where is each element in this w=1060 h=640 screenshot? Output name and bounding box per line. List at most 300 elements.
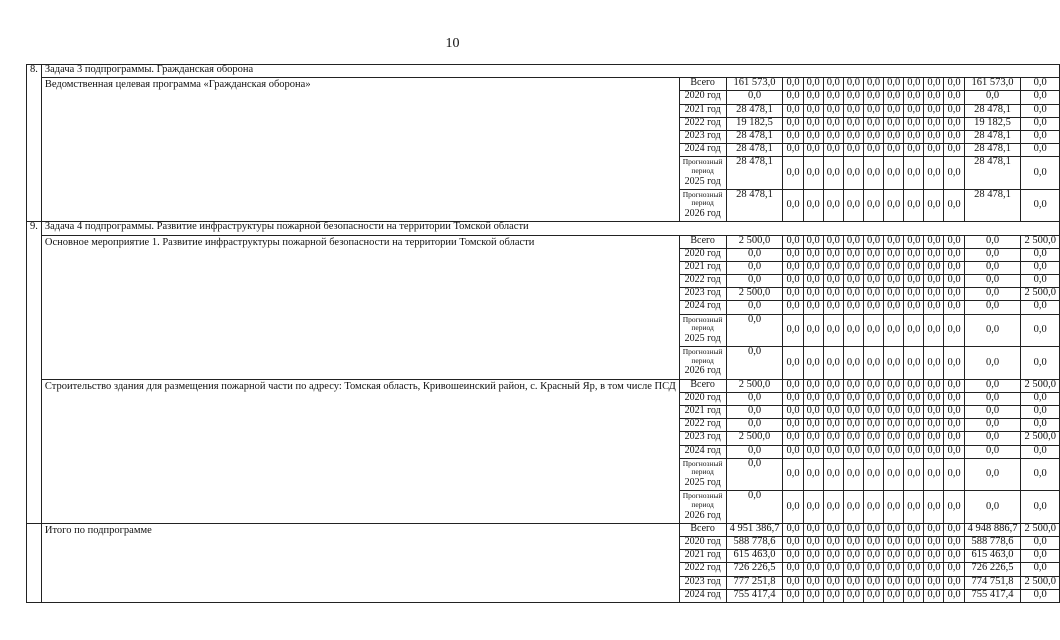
value-cell: 0,0 [904, 432, 924, 445]
value-cell: 0,0 [803, 576, 823, 589]
value-cell: 0,0 [944, 189, 964, 222]
value-cell: 0,0 [823, 157, 843, 190]
value-cell: 0,0 [823, 550, 843, 563]
value-cell: 0,0 [803, 288, 823, 301]
value-cell: 0,0 [803, 432, 823, 445]
year-label: 2023 год [679, 130, 726, 143]
value-cell: 0,0 [803, 379, 823, 392]
value-cell: 0,0 [904, 314, 924, 347]
forecast-year: 2026 год [684, 208, 721, 220]
value-cell: 0,0 [843, 458, 863, 491]
value-cell: 0,0 [924, 144, 944, 157]
value-cell: 0,0 [863, 144, 883, 157]
value-cell: 0,0 [944, 406, 964, 419]
value-cell: 0,0 [924, 576, 944, 589]
value-cell: 0,0 [843, 445, 863, 458]
value-cell: 0,0 [783, 275, 803, 288]
value-cell: 0,0 [783, 392, 803, 405]
value-cell: 28 478,1 [964, 157, 1021, 190]
value-cell: 0,0 [863, 392, 883, 405]
value-cell: 2 500,0 [726, 288, 783, 301]
value-cell: 0,0 [823, 275, 843, 288]
value-cell: 0,0 [783, 347, 803, 380]
value-cell: 0,0 [843, 301, 863, 314]
value-cell: 0,0 [823, 523, 843, 536]
forecast-year: 2026 год [684, 365, 721, 377]
task-title: Задача 4 подпрограммы. Развитие инфраструктуры пожарной безопасности на территории Томской области [41, 222, 1059, 235]
value-cell: 0,0 [884, 144, 904, 157]
value-cell: 28 478,1 [726, 104, 783, 117]
value-cell: 0,0 [783, 91, 803, 104]
value-cell: 0,0 [803, 104, 823, 117]
value-cell: 0,0 [863, 458, 883, 491]
value-cell: 0,0 [964, 379, 1021, 392]
value-cell: 0,0 [843, 275, 863, 288]
value-cell: 0,0 [884, 275, 904, 288]
value-cell: 0,0 [1021, 445, 1060, 458]
value-cell: 19 182,5 [726, 117, 783, 130]
value-cell: 0,0 [823, 130, 843, 143]
value-cell: 0,0 [863, 78, 883, 91]
value-cell: 0,0 [924, 347, 944, 380]
value-cell: 0,0 [823, 419, 843, 432]
value-cell: 0,0 [904, 536, 924, 549]
value-cell: 0,0 [803, 445, 823, 458]
year-label: 2020 год [679, 536, 726, 549]
value-cell: 0,0 [783, 130, 803, 143]
value-cell: 0,0 [944, 288, 964, 301]
value-cell: 0,0 [726, 347, 783, 380]
value-cell: 0,0 [904, 406, 924, 419]
value-cell: 0,0 [783, 432, 803, 445]
value-cell: 0,0 [843, 235, 863, 248]
value-cell: 0,0 [884, 78, 904, 91]
year-label: 2021 год [679, 406, 726, 419]
value-cell: 0,0 [823, 432, 843, 445]
value-cell: 0,0 [783, 379, 803, 392]
value-cell: 2 500,0 [1021, 288, 1060, 301]
value-cell: 2 500,0 [1021, 576, 1060, 589]
value-cell: 0,0 [904, 347, 924, 380]
value-cell: 0,0 [904, 144, 924, 157]
value-cell: 0,0 [904, 248, 924, 261]
value-cell: 0,0 [783, 261, 803, 274]
year-label [679, 189, 726, 222]
table-row [27, 78, 1060, 91]
value-cell: 0,0 [843, 288, 863, 301]
value-cell: 0,0 [803, 589, 823, 602]
value-cell: 0,0 [944, 157, 964, 190]
value-cell: 0,0 [944, 445, 964, 458]
forecast-year: 2025 год [684, 332, 721, 344]
value-cell: 0,0 [863, 314, 883, 347]
value-cell: 0,0 [944, 392, 964, 405]
value-cell: 0,0 [924, 78, 944, 91]
year-label [679, 314, 726, 347]
value-cell: 0,0 [904, 261, 924, 274]
value-cell: 0,0 [726, 261, 783, 274]
value-cell: 0,0 [863, 130, 883, 143]
value-cell: 0,0 [904, 589, 924, 602]
value-cell: 0,0 [803, 144, 823, 157]
year-label: 2022 год [679, 117, 726, 130]
activity-description: Основное мероприятие 1. Развитие инфраструктуры пожарной безопасности на территории Томской области [41, 235, 679, 379]
value-cell: 0,0 [1021, 458, 1060, 491]
year-label: 2020 год [679, 392, 726, 405]
value-cell: 0,0 [1021, 406, 1060, 419]
value-cell: 0,0 [924, 550, 944, 563]
value-cell: 0,0 [944, 379, 964, 392]
year-label: 2022 год [679, 563, 726, 576]
value-cell: 0,0 [783, 104, 803, 117]
value-cell: 0,0 [964, 445, 1021, 458]
value-cell: 0,0 [964, 432, 1021, 445]
forecast-year: 2025 год [684, 477, 721, 488]
value-cell: 0,0 [726, 248, 783, 261]
value-cell: 0,0 [803, 419, 823, 432]
value-cell: 0,0 [863, 117, 883, 130]
value-cell: 0,0 [843, 189, 863, 222]
value-cell: 0,0 [843, 104, 863, 117]
value-cell: 0,0 [803, 347, 823, 380]
value-cell: 0,0 [783, 189, 803, 222]
table-row [27, 523, 1060, 536]
value-cell: 0,0 [803, 301, 823, 314]
value-cell: 0,0 [884, 523, 904, 536]
value-cell: 0,0 [944, 301, 964, 314]
value-cell: 0,0 [783, 301, 803, 314]
value-cell: 0,0 [1021, 78, 1060, 91]
task-title: Задача 3 подпрограммы. Гражданская оборона [41, 65, 1059, 78]
value-cell: 0,0 [803, 550, 823, 563]
year-label [679, 458, 726, 491]
value-cell: 726 226,5 [726, 563, 783, 576]
value-cell: 0,0 [843, 392, 863, 405]
year-label: 2021 год [679, 550, 726, 563]
year-label: 2023 год [679, 432, 726, 445]
value-cell: 0,0 [803, 261, 823, 274]
value-cell: 0,0 [803, 157, 823, 190]
year-label: 2024 год [679, 301, 726, 314]
value-cell: 0,0 [1021, 347, 1060, 380]
value-cell: 0,0 [1021, 536, 1060, 549]
value-cell: 0,0 [884, 563, 904, 576]
value-cell: 0,0 [843, 589, 863, 602]
value-cell: 0,0 [863, 550, 883, 563]
value-cell: 0,0 [924, 261, 944, 274]
value-cell: 0,0 [843, 523, 863, 536]
value-cell: 0,0 [726, 301, 783, 314]
value-cell: 0,0 [884, 347, 904, 380]
value-cell: 0,0 [823, 458, 843, 491]
value-cell: 0,0 [726, 392, 783, 405]
value-cell: 0,0 [884, 432, 904, 445]
value-cell: 0,0 [823, 78, 843, 91]
value-cell: 0,0 [964, 419, 1021, 432]
forecast-label: Прогнозный период [682, 157, 723, 175]
value-cell: 0,0 [904, 235, 924, 248]
value-cell: 0,0 [924, 104, 944, 117]
value-cell: 0,0 [843, 406, 863, 419]
year-label: 2021 год [679, 104, 726, 117]
value-cell: 0,0 [924, 235, 944, 248]
value-cell: 0,0 [783, 563, 803, 576]
forecast-year: 2025 год [684, 175, 721, 187]
value-cell: 0,0 [823, 104, 843, 117]
value-cell: 0,0 [924, 130, 944, 143]
value-cell: 0,0 [803, 78, 823, 91]
value-cell: 0,0 [904, 301, 924, 314]
value-cell: 0,0 [863, 589, 883, 602]
value-cell: 0,0 [803, 458, 823, 491]
section-index: 9. [27, 222, 42, 523]
value-cell: 0,0 [904, 445, 924, 458]
value-cell: 615 463,0 [726, 550, 783, 563]
table-row [27, 235, 1060, 248]
value-cell: 0,0 [823, 445, 843, 458]
value-cell: 0,0 [964, 261, 1021, 274]
value-cell: 0,0 [1021, 550, 1060, 563]
value-cell: 0,0 [783, 248, 803, 261]
value-cell: 0,0 [863, 235, 883, 248]
value-cell: 2 500,0 [1021, 379, 1060, 392]
value-cell: 0,0 [1021, 589, 1060, 602]
value-cell: 0,0 [783, 406, 803, 419]
value-cell: 0,0 [944, 314, 964, 347]
value-cell: 0,0 [944, 235, 964, 248]
value-cell: 0,0 [904, 576, 924, 589]
value-cell: 0,0 [863, 379, 883, 392]
value-cell: 2 500,0 [1021, 523, 1060, 536]
value-cell: 28 478,1 [964, 189, 1021, 222]
value-cell: 0,0 [843, 144, 863, 157]
value-cell: 755 417,4 [964, 589, 1021, 602]
value-cell: 0,0 [904, 379, 924, 392]
value-cell: 0,0 [843, 248, 863, 261]
value-cell: 2 500,0 [726, 235, 783, 248]
year-label: 2022 год [679, 419, 726, 432]
value-cell: 0,0 [924, 445, 944, 458]
value-cell: 0,0 [843, 314, 863, 347]
value-cell: 4 951 386,7 [726, 523, 783, 536]
value-cell: 0,0 [884, 314, 904, 347]
forecast-label: Прогнозный период [682, 491, 723, 509]
value-cell: 0,0 [924, 117, 944, 130]
value-cell: 0,0 [863, 261, 883, 274]
value-cell: 0,0 [884, 91, 904, 104]
value-cell: 0,0 [783, 523, 803, 536]
value-cell: 0,0 [944, 589, 964, 602]
year-label [679, 347, 726, 380]
value-cell: 0,0 [803, 117, 823, 130]
value-cell: 0,0 [823, 379, 843, 392]
value-cell: 0,0 [803, 248, 823, 261]
value-cell: 0,0 [1021, 91, 1060, 104]
value-cell: 0,0 [823, 347, 843, 380]
value-cell: 0,0 [964, 235, 1021, 248]
value-cell: 0,0 [783, 536, 803, 549]
value-cell: 0,0 [884, 117, 904, 130]
value-cell: 0,0 [726, 491, 783, 524]
value-cell: 0,0 [924, 91, 944, 104]
value-cell: 0,0 [803, 235, 823, 248]
value-cell: 0,0 [783, 576, 803, 589]
value-cell: 0,0 [904, 288, 924, 301]
activity-description: Строительство здания для размещения пожарной части по адресу: Томская область, Кривошеинский район, с. Красный Яр, в том числе ПСД [41, 379, 679, 523]
value-cell: 615 463,0 [964, 550, 1021, 563]
value-cell: 0,0 [1021, 189, 1060, 222]
budget-table [26, 64, 1060, 603]
value-cell: 0,0 [904, 189, 924, 222]
value-cell: 0,0 [1021, 130, 1060, 143]
value-cell: 0,0 [904, 392, 924, 405]
value-cell: 0,0 [863, 419, 883, 432]
value-cell: 0,0 [863, 347, 883, 380]
value-cell: 0,0 [783, 458, 803, 491]
forecast-label: Прогнозный период [682, 347, 723, 365]
value-cell: 28 478,1 [726, 189, 783, 222]
value-cell: 0,0 [884, 406, 904, 419]
value-cell: 0,0 [944, 248, 964, 261]
value-cell: 0,0 [904, 78, 924, 91]
value-cell: 0,0 [823, 314, 843, 347]
value-cell: 2 500,0 [726, 379, 783, 392]
value-cell: 161 573,0 [964, 78, 1021, 91]
value-cell: 0,0 [843, 576, 863, 589]
value-cell: 0,0 [783, 445, 803, 458]
value-cell: 774 751,8 [964, 576, 1021, 589]
value-cell: 0,0 [823, 235, 843, 248]
value-cell: 0,0 [944, 563, 964, 576]
value-cell: 0,0 [803, 523, 823, 536]
value-cell: 0,0 [823, 248, 843, 261]
value-cell: 0,0 [944, 419, 964, 432]
value-cell: 0,0 [823, 117, 843, 130]
value-cell: 0,0 [803, 91, 823, 104]
value-cell: 0,0 [904, 491, 924, 524]
value-cell: 0,0 [884, 261, 904, 274]
value-cell: 0,0 [884, 288, 904, 301]
value-cell: 0,0 [726, 419, 783, 432]
value-cell: 726 226,5 [964, 563, 1021, 576]
value-cell: 0,0 [843, 130, 863, 143]
year-label [679, 157, 726, 190]
value-cell: 0,0 [863, 189, 883, 222]
value-cell: 0,0 [924, 392, 944, 405]
value-cell: 0,0 [783, 419, 803, 432]
value-cell: 0,0 [863, 104, 883, 117]
value-cell: 0,0 [803, 563, 823, 576]
value-cell: 0,0 [843, 432, 863, 445]
value-cell: 0,0 [884, 248, 904, 261]
value-cell: 0,0 [803, 189, 823, 222]
value-cell: 4 948 886,7 [964, 523, 1021, 536]
value-cell: 0,0 [783, 589, 803, 602]
year-label: 2024 год [679, 589, 726, 602]
value-cell: 0,0 [823, 261, 843, 274]
value-cell: 0,0 [944, 523, 964, 536]
value-cell: 28 478,1 [726, 157, 783, 190]
value-cell: 0,0 [1021, 419, 1060, 432]
value-cell: 0,0 [904, 563, 924, 576]
value-cell: 0,0 [823, 288, 843, 301]
value-cell: 0,0 [1021, 117, 1060, 130]
value-cell: 0,0 [823, 189, 843, 222]
value-cell: 0,0 [924, 419, 944, 432]
value-cell: 0,0 [944, 117, 964, 130]
year-label: 2020 год [679, 91, 726, 104]
value-cell: 0,0 [803, 314, 823, 347]
value-cell: 0,0 [924, 589, 944, 602]
value-cell: 0,0 [863, 576, 883, 589]
value-cell: 0,0 [944, 144, 964, 157]
year-label: 2023 год [679, 576, 726, 589]
value-cell: 0,0 [803, 536, 823, 549]
value-cell: 0,0 [863, 445, 883, 458]
value-cell: 0,0 [924, 523, 944, 536]
value-cell: 0,0 [783, 144, 803, 157]
value-cell: 0,0 [1021, 104, 1060, 117]
table-row [27, 379, 1060, 392]
value-cell: 0,0 [904, 130, 924, 143]
forecast-label: Прогнозный период [682, 458, 723, 477]
value-cell: 0,0 [964, 392, 1021, 405]
value-cell: 0,0 [944, 104, 964, 117]
value-cell: 0,0 [843, 419, 863, 432]
value-cell: 0,0 [1021, 248, 1060, 261]
value-cell: 0,0 [924, 189, 944, 222]
year-label: 2023 год [679, 288, 726, 301]
value-cell: 0,0 [726, 445, 783, 458]
value-cell: 0,0 [803, 491, 823, 524]
value-cell: 0,0 [884, 130, 904, 143]
value-cell: 0,0 [884, 157, 904, 190]
value-cell: 0,0 [823, 576, 843, 589]
value-cell: 0,0 [783, 157, 803, 190]
value-cell: 0,0 [904, 117, 924, 130]
value-cell: 0,0 [924, 491, 944, 524]
value-cell: 0,0 [944, 91, 964, 104]
value-cell: 0,0 [823, 144, 843, 157]
section-index [27, 523, 42, 602]
value-cell: 0,0 [924, 536, 944, 549]
value-cell: 0,0 [783, 491, 803, 524]
value-cell: 0,0 [1021, 157, 1060, 190]
value-cell: 0,0 [964, 314, 1021, 347]
value-cell: 2 500,0 [1021, 235, 1060, 248]
value-cell: 0,0 [783, 288, 803, 301]
value-cell: 0,0 [803, 130, 823, 143]
value-cell: 0,0 [944, 458, 964, 491]
year-label [679, 491, 726, 524]
value-cell: 28 478,1 [964, 144, 1021, 157]
activity-description: Итого по подпрограмме [41, 523, 679, 602]
value-cell: 588 778,6 [964, 536, 1021, 549]
value-cell: 0,0 [843, 157, 863, 190]
value-cell: 755 417,4 [726, 589, 783, 602]
value-cell: 0,0 [1021, 314, 1060, 347]
value-cell: 0,0 [783, 78, 803, 91]
value-cell: 0,0 [863, 523, 883, 536]
value-cell: 0,0 [884, 104, 904, 117]
value-cell: 0,0 [924, 563, 944, 576]
value-cell: 0,0 [904, 523, 924, 536]
task-row [27, 65, 1060, 78]
value-cell: 0,0 [904, 550, 924, 563]
value-cell: 0,0 [863, 275, 883, 288]
value-cell: 2 500,0 [726, 432, 783, 445]
value-cell: 0,0 [843, 550, 863, 563]
